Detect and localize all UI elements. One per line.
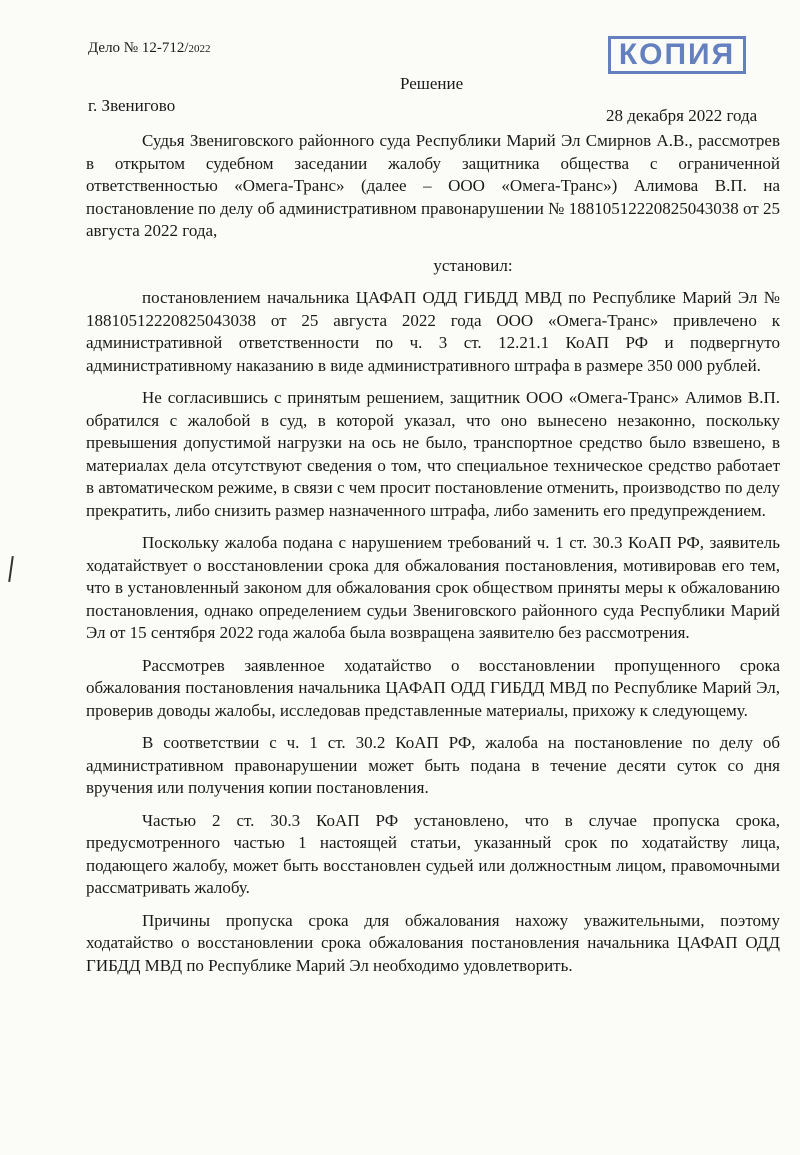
- paragraph-7: Причины пропуска срока для обжалования нахожу уважительными, поэтому ходатайство о восстановлении срока обжалования постановления начальника ЦАФАП ОДД ГИБДД МВД по Республике Марий Эл необходимо удовлетворить.: [86, 910, 780, 975]
- paragraph-4: Рассмотрев заявленное ходатайство о восстановлении пропущенного срока обжалования постановления начальника ЦАФАП ОДД ГИБДД МВД по Республике Марий Эл, проверив доводы жалобы, исследовав представленные материалы, прихожу к следующему.: [86, 655, 780, 720]
- case-number: [88, 40, 211, 57]
- case-number-text: Дело № 12-712/: [88, 40, 189, 56]
- paragraph-1: постановлением начальника ЦАФАП ОДД ГИБДД МВД по Республике Марий Эл № 18810512220825043038 от 25 августа 2022 года ООО «Омега-Транс» привлечено к административной ответственности по ч. 3 ст. 12.21.1 КоАП РФ и подвергнуто административному наказанию в виде административного штрафа в размере 350 000 рублей.: [86, 288, 780, 375]
- paragraph-3: Поскольку жалоба подана с нарушением требований ч. 1 ст. 30.3 КоАП РФ, заявитель ходатайствует о восстановлении срока для обжалования постановления, мотивировав его тем, что в установленный законом для обжалования срок обществом приняты меры к обжалованию постановления, однако определением судьи Звениговского районного суда Республики Марий Эл от 15 сентября 2022 года жалоба была возвращена заявителю без рассмотрения.: [86, 533, 780, 642]
- margin-mark: [8, 556, 14, 582]
- document-date: 28 декабря 2022 года: [606, 106, 758, 125]
- document-title: Решение: [400, 74, 464, 93]
- established-heading: установил:: [433, 255, 513, 275]
- paragraph-2: Не согласившись с принятым решением, защитник ООО «Омега-Транс» Алимов В.П. обратился с жалобой в суд, в которой указал, что оно вынесено незаконно, поскольку превышения допустимой нагрузки на ось не было, транспортное средство было взвешено, в материалах дела отсутствуют сведения о том, что специальное техническое средство работает в автоматическом режиме, в связи с чем просит постановление отменить, производство по делу прекратить, либо снизить размер назначенного штрафа, либо заменить его предупреждением.: [86, 388, 780, 520]
- case-year: 2022: [188, 43, 211, 55]
- paragraph-6: Частью 2 ст. 30.3 КоАП РФ установлено, что в случае пропуска срока, предусмотренного частью 1 настоящей статьи, указанный срок по ходатайству лица, подающего жалобу, может быть восстановлен судьей или должностным лицом, правомочными рассматривать жалобу.: [86, 810, 780, 897]
- document-body: [86, 130, 780, 977]
- copy-stamp: КОПИЯ: [608, 36, 746, 74]
- paragraph-5: В соответствии с ч. 1 ст. 30.2 КоАП РФ, жалоба на постановление по делу об административном правонарушении может быть подана в течение десяти суток со дня вручения или получения копии постановления.: [86, 733, 780, 797]
- city: г. Звенигово: [88, 96, 176, 115]
- intro-paragraph: Судья Звениговского районного суда Республики Марий Эл Смирнов А.В., рассмотрев в открытом судебном заседании жалобу защитника общества с ограниченной ответственностью «Омега-Транс» (далее – ООО «Омега-Транс») Алимова В.П. на постановление по делу об административном правонарушении № 18810512220825043038 от 25 августа 2022 года,: [86, 131, 780, 240]
